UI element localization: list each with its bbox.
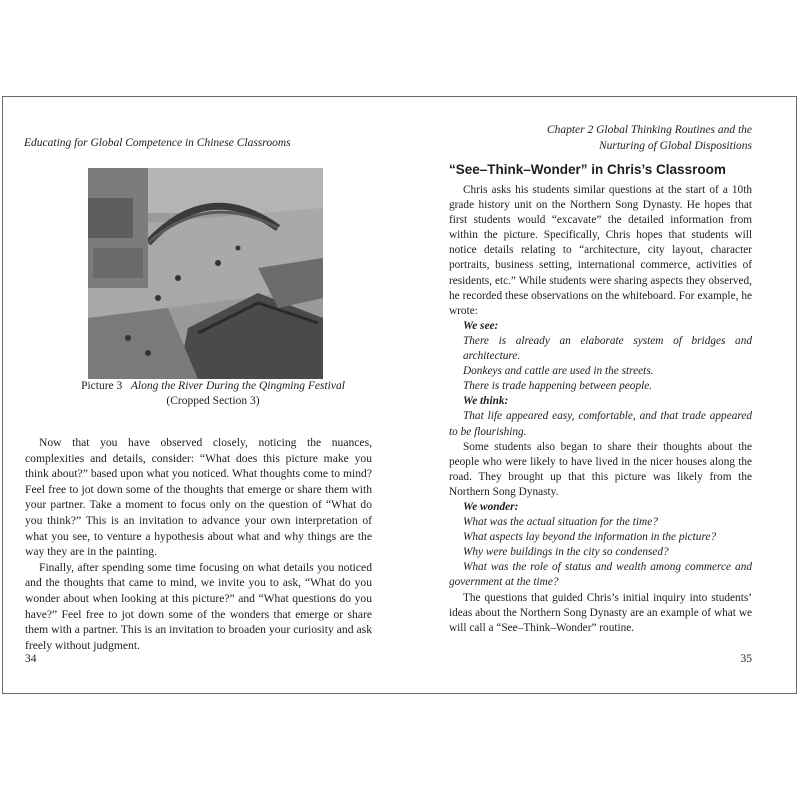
wonder-item: What was the role of status and wealth among commerce and government at the time?: [449, 561, 752, 589]
running-head-right: [452, 122, 752, 154]
wonder-item: What was the actual situation for the time?: [463, 516, 658, 529]
wonder-item: What aspects lay beyond the information in the picture?: [463, 531, 717, 544]
book-spread: [2, 96, 797, 694]
right-body-text: [449, 183, 752, 636]
middle-paragraph: Some students also began to share their thoughts about the people who were likely to have lived in the nicer houses along the road. They brought up that this picture was likely from the Northern Song Dynasty.: [449, 440, 752, 498]
think-item: That life appeared easy, comfortable, and that trade appeared to be flourishing.: [449, 410, 752, 438]
painting-image: [88, 168, 323, 379]
page-number-right: 35: [740, 653, 752, 665]
closing-paragraph: The questions that guided Chris’s initial inquiry into students’ ideas about the Northern Song Dynasty are an example of what we will call a “See–Think–Wonder” routine.: [449, 591, 752, 634]
running-head-left: Educating for Global Competence in Chinese Classrooms: [24, 137, 291, 149]
figure-caption: [43, 379, 383, 409]
think-label: We think:: [463, 395, 509, 408]
see-item: Donkeys and cattle are used in the streets.: [463, 365, 654, 378]
intro-paragraph: Chris asks his students similar questions at the start of a 10th grade history unit on the Northern Song Dynasty. He hopes that first students would “excavate” the detailed information from within the picture. Specifically, Chris hopes that students will notice details relating to “architecture, city layout, character portraits, business setting, international commerce, activities of residents, etc.” While students were sharing aspects they observed, he recorded these observations on the whiteboard. For example, he wrote:: [449, 184, 752, 317]
paragraph: Finally, after spending some time focusing on what details you noticed and the thoughts that came to mind, we invite you to ask, “What do you wonder about when looking at this picture?” and “What questions do you have?” Feel free to jot down some of the wonders that emerge or share them with a partner. This is an invitation to broaden your curiosity and ask freely without judgment.: [25, 560, 372, 652]
caption-sub: (Cropped Section 3): [166, 395, 260, 407]
see-label: We see:: [463, 319, 499, 332]
left-page: [3, 97, 400, 693]
see-item: There is trade happening between people.: [463, 380, 653, 393]
running-head-line-1: Chapter 2 Global Thinking Routines and the: [546, 124, 752, 136]
painting-illustration: [88, 168, 323, 379]
section-title: “See–Think–Wonder” in Chris’s Classroom: [449, 162, 726, 177]
right-page: [400, 97, 796, 693]
wonder-item: Why were buildings in the city so condensed?: [463, 546, 669, 559]
wonder-label: We wonder:: [463, 500, 519, 513]
see-item: There is already an elaborate system of bridges and architecture.: [463, 334, 752, 363]
paragraph: Now that you have observed closely, noticing the nuances, complexities and details, consider: “What does this picture make you think about?” based upon what you noticed. What thoughts come to mind? Feel free to jot down some of the thoughts that emerge or share them with your partner. Take a moment to focus only on the question of “What do you think?” This is an invitation to advance your own interpretation of what you see, to venture a hypothesis about what and why things are the way they are in the painting.: [25, 436, 372, 559]
left-body-text: [25, 435, 372, 653]
caption-title: Along the River During the Qingming Festival: [130, 380, 345, 392]
caption-label: Picture 3: [81, 380, 123, 392]
running-head-line-2: Nurturing of Global Dispositions: [598, 140, 752, 152]
page-number-left: 34: [25, 653, 37, 665]
